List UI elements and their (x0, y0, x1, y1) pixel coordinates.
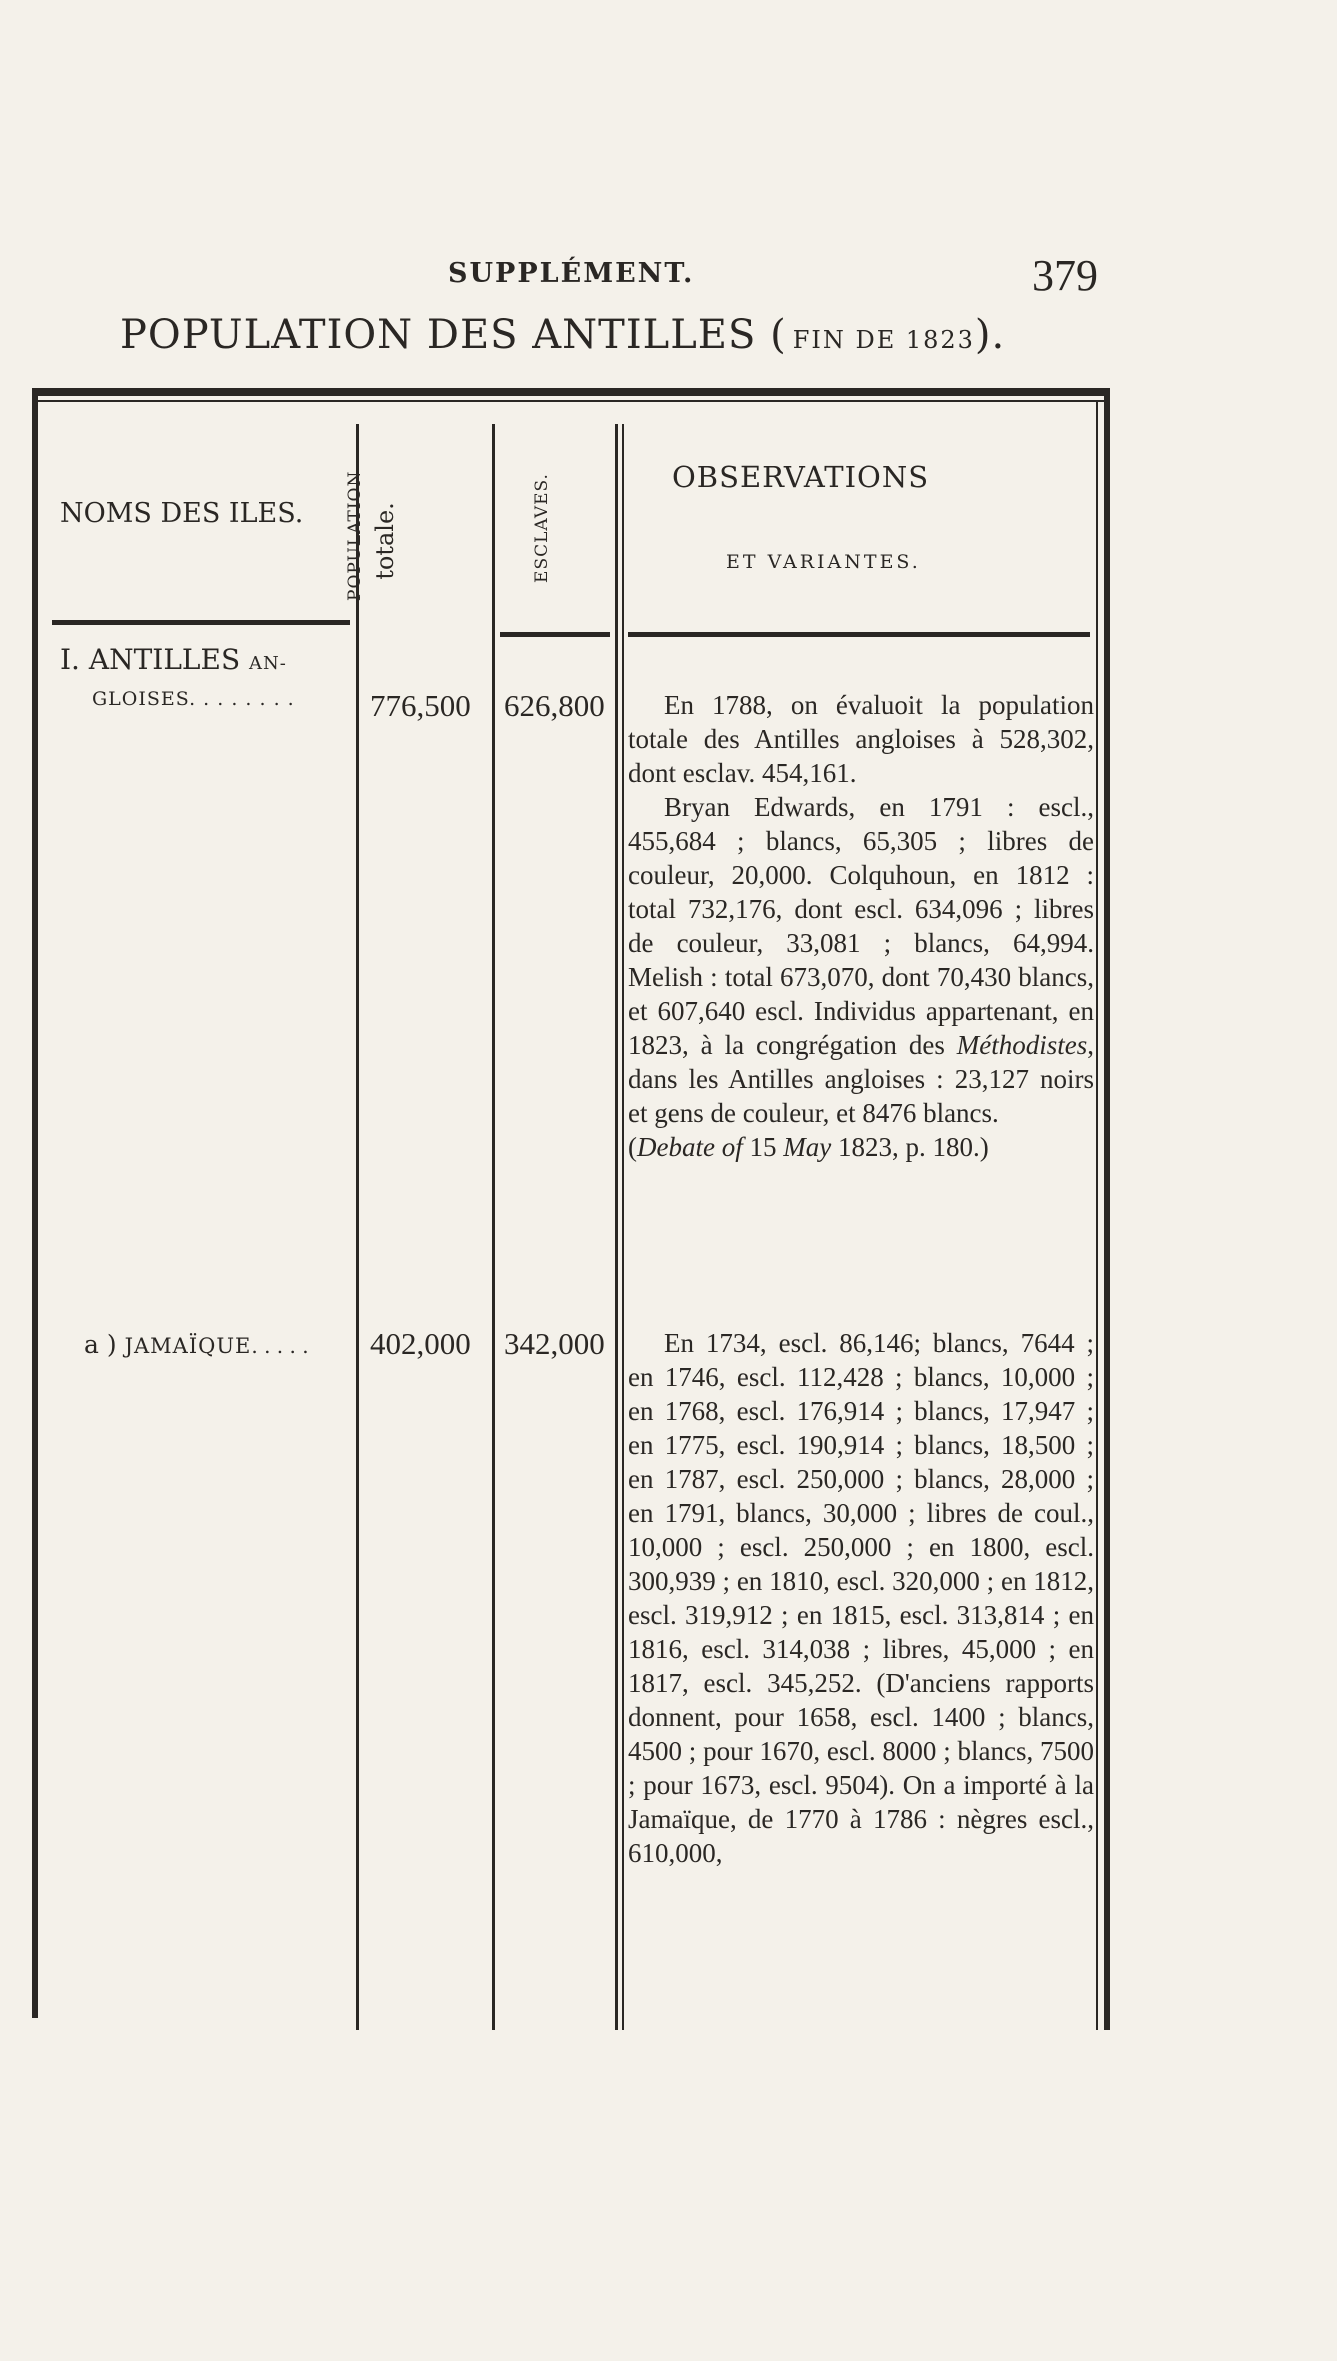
column-divider-3b (622, 424, 624, 2030)
title-close-paren: ). (974, 312, 1006, 358)
title-subtitle: FIN DE 1823 (792, 326, 975, 354)
row-antilles-angloises-population: 776,500 (370, 688, 471, 723)
row-jamaique-observations (628, 1326, 1094, 1870)
column-header-population (345, 470, 415, 601)
row-name-line1: I. ANTILLES (60, 643, 241, 676)
column-divider-2 (492, 424, 495, 2030)
row-antilles-angloises-slaves: 626,800 (504, 688, 605, 723)
column-header-population-line1: POPULATION (345, 470, 365, 601)
table-top-rule (32, 388, 1110, 396)
table-right-border (1104, 388, 1110, 2030)
obs-jamaique-paragraph: En 1734, escl. 86,146; blancs, 7644 ; en 1746, escl. 112,428 ; blancs, 10,000 ; en 1768, escl. 176,914 ; blancs, 17,947 ; en 1775, escl. 190,914 ; blancs, 18,500 ; en 1787, escl. 250,000 ; blancs, 28,000 ; en 1791, blancs, 30,000 ; libres de coul., 10,000 ; escl. 250,000 ; en 1800, escl. 300,939 ; en 1810, escl. 320,000 ; en 1812, escl. 319,912 ; en 1815, escl. 313,814 ; en 1816, escl. 314,038 ; libres, 45,000 ; en 1817, escl. 345,252. (D'anciens rapports donnent, pour 1658, escl. 1400 ; blancs, 4500 ; pour 1670, escl. 8000 ; blancs, 7500 ; pour 1673, escl. 9504). On a importé à la Jamaïque, de 1770 à 1786 : nègres escl., 610,000, (628, 1328, 1094, 1868)
running-head (0, 250, 1337, 300)
table-top-rule-thin (32, 400, 1110, 402)
obs-paragraph-3-open: ( (628, 1132, 637, 1162)
row-antilles-angloises-name-line2: GLOISES. . . . . . . . (92, 688, 295, 710)
table-left-border (32, 388, 38, 2018)
obs-paragraph-2 (628, 790, 1094, 1130)
row-antilles-angloises-observations (628, 688, 1094, 1164)
column-divider-3 (615, 424, 618, 2030)
header-bottom-rule-col4 (628, 632, 1090, 637)
obs-paragraph-1: En 1788, on évaluoit la population totale des Antilles angloises à 528,302, dont esclav. 454,161. (628, 690, 1094, 788)
title-open-paren: ( (770, 312, 787, 358)
column-header-population-line2: totale. (371, 502, 399, 580)
obs-paragraph-2-tail: , dans les Antilles angloises : 23,127 noirs et gens de couleur, et 8476 blancs. (628, 1030, 1094, 1128)
header-bottom-rule-col1 (52, 620, 350, 625)
column-header-variants: ET VARIANTES. (726, 551, 921, 573)
header-bottom-rule-col3 (500, 632, 610, 637)
row-jamaique-name (84, 1330, 309, 1359)
row-jamaique-dots: . . . . . (251, 1334, 309, 1358)
obs-paragraph-3-mid: 15 (742, 1132, 784, 1162)
row-name-line1-caps: AN- (249, 653, 287, 674)
obs-paragraph-3-em1: Debate of (637, 1132, 743, 1162)
row-jamaique-slaves: 342,000 (504, 1326, 605, 1361)
column-header-names: NOMS DES ILES. (60, 498, 304, 529)
obs-paragraph-2-emphasis: Méthodistes (956, 1030, 1088, 1060)
row-jamaique-caps: JAMAÏQUE (124, 1334, 252, 1358)
column-header-observations: OBSERVATIONS (672, 460, 930, 494)
row-jamaique-prefix: a ) (84, 1330, 125, 1359)
obs-paragraph-3-em2: May (783, 1132, 832, 1162)
obs-paragraph-3 (628, 1130, 1094, 1164)
row-jamaique-population: 402,000 (370, 1326, 471, 1361)
obs-paragraph-3-tail: 1823, p. 180.) (831, 1132, 989, 1162)
population-table (32, 388, 1110, 2030)
page-title (120, 312, 1120, 358)
column-header-slaves: ESCLAVES. (532, 473, 552, 583)
row-antilles-angloises-name (60, 643, 360, 676)
running-title: SUPPLÉMENT. (448, 258, 695, 289)
table-right-border-inner (1096, 402, 1098, 2030)
page-number: 379 (1032, 251, 1098, 300)
title-main: POPULATION DES ANTILLES (120, 312, 757, 358)
obs-paragraph-2-text: Bryan Edwards, en 1791 : escl., 455,684 ; blancs, 65,305 ; libres de couleur, 20,000. Colquhoun, en 1812 : total 732,176, dont escl. 634,096 ; libres de couleur, 33,081 ; blancs, 64,994. Melish : total 673,070, dont 70,430 blancs, et 607,640 escl. Individus appartenant, en 1823, à la congrégation des (628, 792, 1094, 1060)
